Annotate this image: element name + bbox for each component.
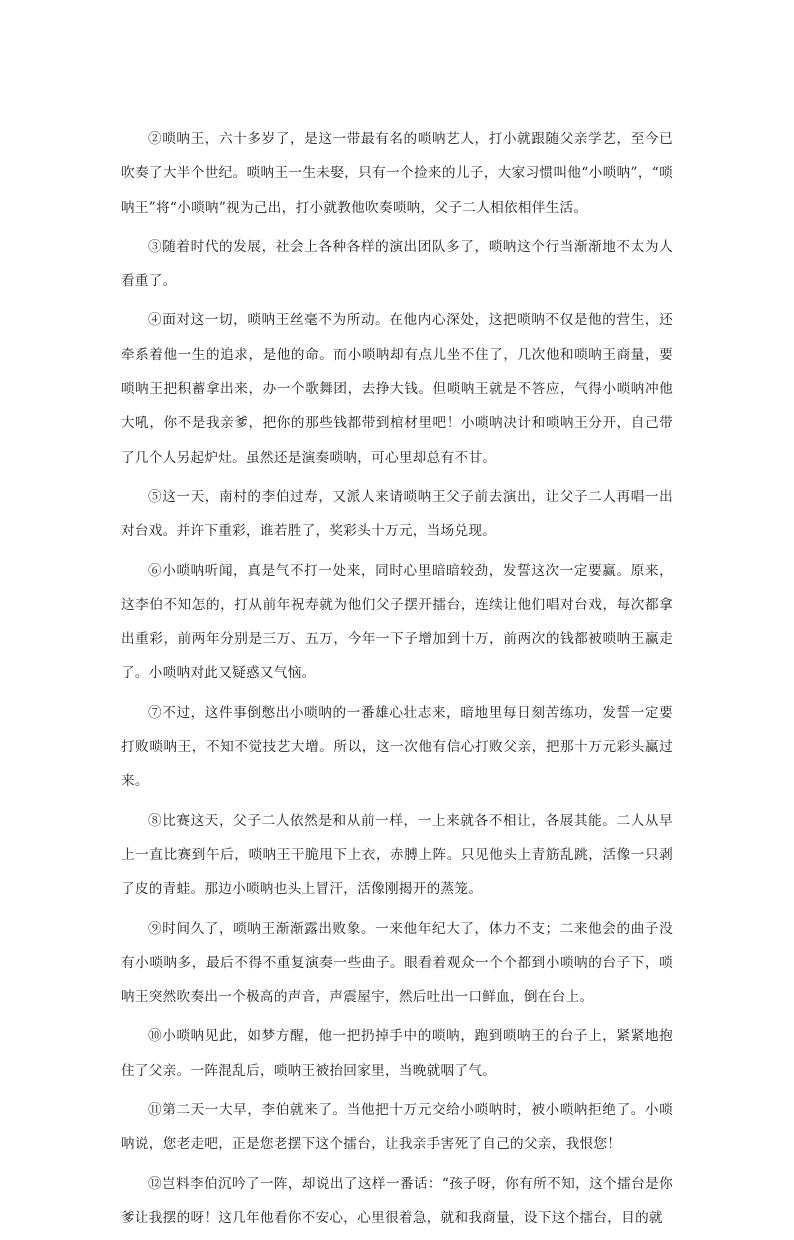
paragraph-9: ⑨时间久了，唢呐王渐渐露出败象。一来他年纪大了，体力不支；二来他会的曲子没有小唢呐多，最后不得不重复演奏一些曲子。眼看着观众一个个都到小唢呐的台子下，唢呐王突然吹奏出一个极高的声音，声震屋宇，然后吐出一口鲜血，倒在台上。 bbox=[121, 920, 673, 1006]
paragraph-12: ⑫岂料李伯沉吟了一阵，却说出了这样一番话：“孩子呀，你有所不知，这个擂台是你爹让我摆的呀！这几年他看你不安心，心里很着急，就和我商量，设下这个擂台，目的就 bbox=[121, 1175, 673, 1226]
paragraph-6: ⑥小唢呐听闻，真是气不打一处来，同时心里暗暗较劲，发誓这次一定要赢。原来，这李伯不知怎的，打从前年祝寿就为他们父子摆开擂台，连续让他们唱对台戏，每次都拿出重彩，前两年分别是三万、五万，今年一下子增加到十万，前两次的钱都被唢呐王赢走了。小唢呐对此又疑惑又气恼。 bbox=[121, 562, 673, 682]
paragraph-3: ③随着时代的发展，社会上各种各样的演出团队多了，唢呐这个行当渐渐地不太为人看重了。 bbox=[121, 238, 673, 290]
paragraph-7: ⑦不过，这件事倒憋出小唢呐的一番雄心壮志来，暗地里每日刻苦练功，发誓一定要打败唢呐王，不知不觉技艺大增。所以，这一次他有信心打败父亲，把那十万元彩头赢过来。 bbox=[121, 704, 673, 790]
paragraph-11: ⑪第二天一大早，李伯就来了。当他把十万元交给小唢呐时，被小唢呐拒绝了。小唢呐说，您老走吧，正是您老摆下这个擂台，让我亲手害死了自己的父亲，我恨您！ bbox=[121, 1102, 673, 1153]
paragraph-10: ⑩小唢呐见此，如梦方醒，他一把扔掉手中的唢呐，跑到唢呐王的台子上，紧紧地抱住了父亲。一阵混乱后，唢呐王被抬回家里，当晚就咽了气。 bbox=[121, 1028, 673, 1079]
paragraph-2: ②唢呐王，六十多岁了，是这一带最有名的唢呐艺人，打小就跟随父亲学艺，至今已吹奏了大半个世纪。唢呐王一生未娶，只有一个捡来的儿子，大家习惯叫他“小唢呐”，“唢呐王”将“小唢呐”视为己出，打小就教他吹奏唢呐，父子二人相依相伴生活。 bbox=[121, 131, 673, 216]
document-body bbox=[121, 122, 673, 1240]
paragraph-4: ④面对这一切，唢呐王丝毫不为所动。在他内心深处，这把唢呐不仅是他的营生，还牵系着他一生的追求，是他的命。而小唢呐却有点儿坐不住了，几次他和唢呐王商量，要唢呐王把积蓄拿出来，办一个歌舞团，去挣大钱。但唢呐王就是不答应，气得小唢呐冲他大吼，你不是我亲爹，把你的那些钱都带到棺材里吧！小唢呐决计和唢呐王分开，自己带了几个人另起炉灶。虽然还是演奏唢呐，可心里却总有不甘。 bbox=[121, 312, 673, 466]
paragraph-5: ⑤这一天，南村的李伯过寿，又派人来请唢呐王父子前去演出，让父子二人再唱一出对台戏。并许下重彩，谁若胜了，奖彩头十万元，当场兑现。 bbox=[121, 488, 673, 540]
paragraph-8: ⑧比赛这天，父子二人依然是和从前一样，一上来就各不相让，各展其能。二人从早上一直比赛到午后，唢呐王干脆甩下上衣，赤膊上阵。只见他头上青筋乱跳，活像一只剥了皮的青蛙。那边小唢呐也头上冒汗，活像刚揭开的蒸笼。 bbox=[121, 812, 673, 898]
